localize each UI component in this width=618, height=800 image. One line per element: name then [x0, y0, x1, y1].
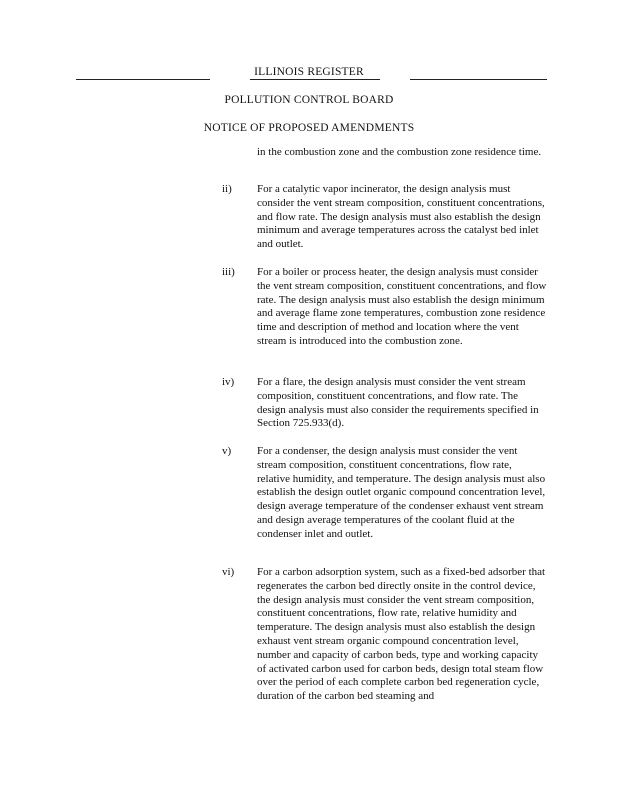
continuation-paragraph: in the combustion zone and the combustion zone residence time. — [257, 146, 542, 158]
header-rule-right — [410, 79, 547, 80]
item-numeral: vi) — [222, 566, 235, 578]
item-text: For a condenser, the design analysis must consider the vent stream composition, constituent concentrations, flow rate, relative humidity, and temperature. The design analysis must also establish the design outlet organic compound concentration level, design average temperature of the condenser exhaust vent stream and design average temperatures of the coolant fluid at the condenser inlet and outlet. — [257, 445, 546, 540]
register-title: ILLINOIS REGISTER — [254, 66, 364, 78]
item-text: For a flare, the design analysis must consider the vent stream composition, constituent concentrations, and flow rate. The design analysis must also consider the requirements specified in Section 725.933(d). — [257, 376, 539, 430]
board-title: POLLUTION CONTROL BOARD — [224, 94, 394, 106]
item-text: For a catalytic vapor incinerator, the design analysis must consider the vent stream composition, constituent concentrations, and flow rate. The design analysis must also establish the design minimum and average temperatures across the catalyst bed inlet and outlet. — [257, 183, 545, 251]
header-rule-left — [76, 79, 210, 80]
item-text: For a boiler or process heater, the design analysis must consider the vent stream composition, constituent concentrations, and flow rate. The design analysis must also establish the design minimum and average flame zone temperatures, combustion zone residence time and description of method and location where the vent stream is introduced into the combustion zone. — [257, 266, 547, 347]
header-rule-center — [250, 79, 380, 80]
item-numeral: ii) — [222, 183, 232, 195]
item-numeral: iv) — [222, 376, 235, 388]
notice-title: NOTICE OF PROPOSED AMENDMENTS — [203, 122, 415, 134]
item-text: For a carbon adsorption system, such as a fixed-bed adsorber that regenerates the carbon bed directly onsite in the control device, the design analysis must consider the vent stream composition, constituent concentrations, flow rate, relative humidity and temperature. The design analysis must also establish the design exhaust vent stream organic compound concentration level, number and capacity of carbon beds, type and working capacity of activated carbon used for carbon beds, design total steam flow over the period of each complete carbon bed regeneration cycle, duration of the carbon bed steaming and — [257, 566, 546, 703]
item-numeral: v) — [222, 445, 232, 457]
item-numeral: iii) — [222, 266, 235, 278]
